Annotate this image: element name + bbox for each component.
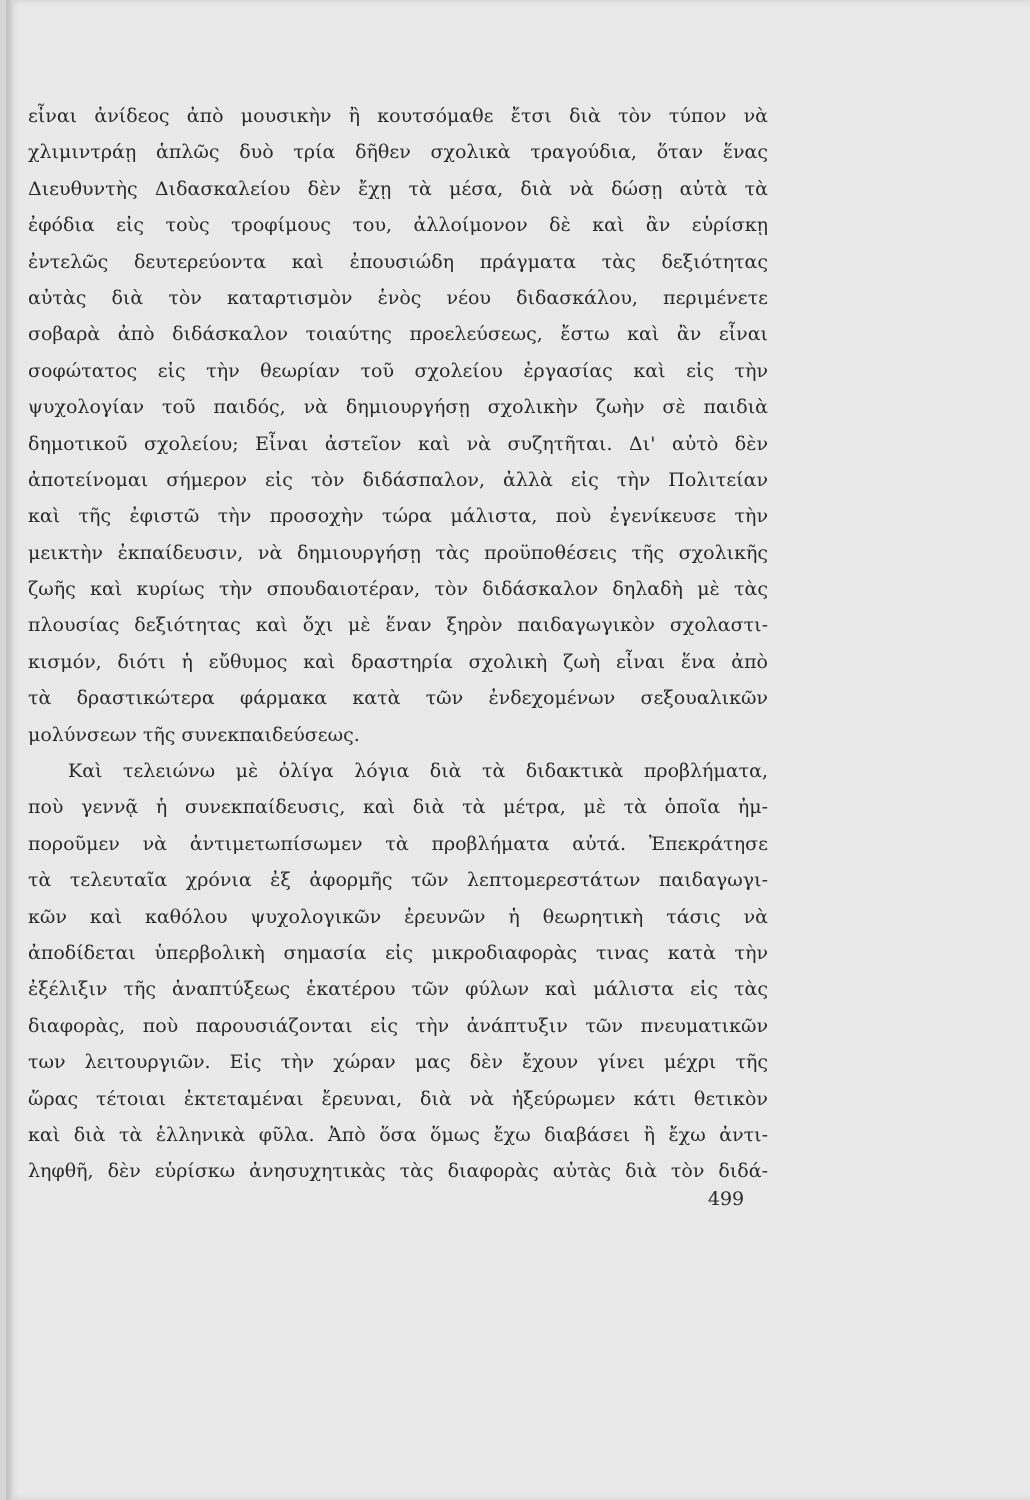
text-line: των λειτουργιῶν. Εἰς τὴν χώραν μας δὲν ἔχουν γίνει μέχρι τῆς <box>28 1051 768 1074</box>
text-line: κισμόν, διότι ἡ εὔθυμος καὶ δραστηρία σχολικὴ ζωὴ εἶναι ἕνα ἀπὸ <box>28 650 768 673</box>
text-line: τὰ τελευταῖα χρόνια ἐξ ἀφορμῆς τῶν λεπτομερεστάτων παιδαγωγι- <box>28 869 768 892</box>
paragraph-start-line: Καὶ τελειώνω μὲ ὀλίγα λόγια διὰ τὰ διδακτικὰ προβλήματα, <box>68 760 768 783</box>
page-binding-edge <box>6 0 14 1500</box>
text-line: εἶναι ἀνίδεος ἀπὸ μουσικὴν ἢ κουτσόμαθε ἔτσι διὰ τὸν τύπον νὰ <box>28 105 768 127</box>
text-line: ἐντελῶς δευτερεύοντα καὶ ἐπουσιώδη πράγματα τὰς δεξιότητας <box>28 250 768 273</box>
text-line: ἀποτείνομαι σήμερον εἰς τὸν διδάσπαλον, ἀλλὰ εἰς τὴν Πολιτείαν <box>28 468 768 491</box>
text-line: Διευθυντὴς Διδασκαλείου δὲν ἔχῃ τὰ μέσα, διὰ νὰ δώσῃ αὐτὰ τὰ <box>28 177 768 200</box>
text-line: καὶ τῆς ἐφιστῶ τὴν προσοχὴν τώρα μάλιστα, ποὺ ἐγενίκευσε τὴν <box>28 505 768 528</box>
text-line: διαφορὰς, ποὺ παρουσιάζονται εἰς τὴν ἀνάπτυξιν τῶν πνευματικῶν <box>28 1014 768 1037</box>
book-page <box>6 0 1030 1500</box>
text-line: ἐξέλιξιν τῆς ἀναπτύξεως ἑκατέρου τῶν φύλων καὶ μάλιστα εἰς τὰς <box>28 978 768 1001</box>
text-line: κῶν καὶ καθόλου ψυχολογικῶν ἐρευνῶν ἡ θεωρητικὴ τάσις νὰ <box>28 905 768 928</box>
text-line: πλουσίας δεξιότητας καὶ ὄχι μὲ ἕναν ξηρὸν παιδαγωγικὸν σχολαστι- <box>28 614 768 637</box>
text-line: ποροῦμεν νὰ ἀντιμετωπίσωμεν τὰ προβλήματα αὐτά. Ἐπεκράτησε <box>28 832 768 855</box>
text-line: ζωῆς καὶ κυρίως τὴν σπουδαιοτέραν, τὸν διδάσκαλον δηλαδὴ μὲ τὰς <box>28 578 768 601</box>
text-line: καὶ διὰ τὰ ἑλληνικὰ φῦλα. Ἀπὸ ὅσα ὅμως ἔχω διαβάσει ἢ ἔχω ἀντι- <box>28 1123 768 1146</box>
text-line: αὐτὰς διὰ τὸν καταρτισμὸν ἑνὸς νέου διδασκάλου, περιμένετε <box>28 286 768 309</box>
paragraph-end-line: μολύνσεων τῆς συνεκπαιδεύσεως. <box>28 723 360 746</box>
text-line: σοβαρὰ ἀπὸ διδάσκαλον τοιαύτης προελεύσεως, ἔστω καὶ ἂν εἶναι <box>28 323 768 346</box>
text-line: τὰ δραστικώτερα φάρμακα κατὰ τῶν ἐνδεχομένων σεξουαλικῶν <box>28 687 768 710</box>
text-line: ποὺ γεννᾷ ἡ συνεκπαίδευσις, καὶ διὰ τὰ μέτρα, μὲ τὰ ὁποῖα ἠμ- <box>28 796 768 819</box>
page-number: 499 <box>707 1188 745 1210</box>
text-line: ἀποδίδεται ὑπερβολικὴ σημασία εἰς μικροδιαφορὰς τινας κατὰ τὴν <box>28 941 768 964</box>
body-text <box>28 98 768 1190</box>
text-line: μεικτὴν ἐκπαίδευσιν, νὰ δημιουργήσῃ τὰς προϋποθέσεις τῆς σχολικῆς <box>28 541 768 564</box>
text-line: ἐφόδια εἰς τοὺς τροφίμους του, ἀλλοίμονον δὲ καὶ ἂν εὑρίσκῃ <box>28 214 768 237</box>
text-line: χλιμιντράῃ ἁπλῶς δυὸ τρία δῆθεν σχολικὰ τραγούδια, ὅταν ἕνας <box>28 141 768 164</box>
text-line: ψυχολογίαν τοῦ παιδός, νὰ δημιουργήσῃ σχολικὴν ζωὴν σὲ παιδιὰ <box>28 396 768 419</box>
text-line: σοφώτατος εἰς τὴν θεωρίαν τοῦ σχολείου ἐργασίας καὶ εἰς τὴν <box>28 359 768 382</box>
text-line: δημοτικοῦ σχολείου; Εἶναι ἀστεῖον καὶ νὰ συζητῆται. Δι' αὐτὸ δὲν <box>28 432 768 455</box>
text-line: ληφθῆ, δὲν εὑρίσκω ἀνησυχητικὰς τὰς διαφορὰς αὐτὰς διὰ τὸν διδά- <box>28 1160 768 1183</box>
text-line: ὥρας τέτοιαι ἐκτεταμέναι ἔρευναι, διὰ νὰ ἠξεύρωμεν κάτι θετικὸν <box>28 1087 768 1110</box>
